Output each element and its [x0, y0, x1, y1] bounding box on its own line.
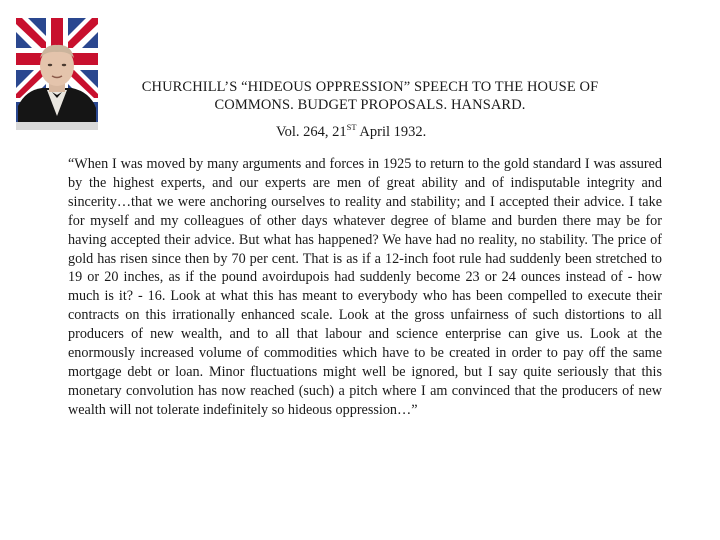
reference-prefix: Vol. 264, 21 [276, 124, 347, 140]
speech-title [100, 78, 640, 114]
portrait-illustration [16, 18, 98, 130]
speech-quote: “When I was moved by many arguments and forces in 1925 to return to the gold standard I was assured by the highest experts, and our experts are men of great ability and of indisputable integrity and sincerity…that we were anchoring ourselves to reality and stability; and I accepted their advice. I take for myself and my colleagues of other days whatever degree of blame and burden there may be for having accepted their advice. But what has happened? We have had no reality, no stability. The price of gold has risen since then by 70 per cent. That is as if a 12-inch foot rule had suddenly been stretched to 19 or 20 inches, as if the pound avoirdupois had suddenly become 23 or 24 ounces instead of - how much is it? - 16. Look at what this has meant to everybody who has been compelled to execute their contracts on this irrationally enhanced scale. Look at the gross unfairness of such distortions to all producers of new wealth, and to all that labour and science enterprise can give us. Look at the enormously increased volume of commodities which have to be created in order to pay off the same mortgage debt or loan. Minor fluctuations might well be ignored, but I say quite seriously that this monetary convolution has now reached (such) a pitch where I am convinced that the producers of new wealth will not tolerate indefinitely so hideous oppression…” [68, 156, 662, 418]
title-line-2: COMMONS. BUDGET PROPOSALS. HANSARD. [214, 97, 526, 113]
churchill-portrait-image [16, 18, 98, 130]
hansard-reference [276, 122, 426, 141]
title-line-1: CHURCHILL’S “HIDEOUS OPPRESSION” SPEECH TO THE HOUSE OF [141, 79, 599, 95]
reference-superscript: ST [346, 122, 357, 132]
reference-suffix: April 1932. [356, 124, 427, 140]
